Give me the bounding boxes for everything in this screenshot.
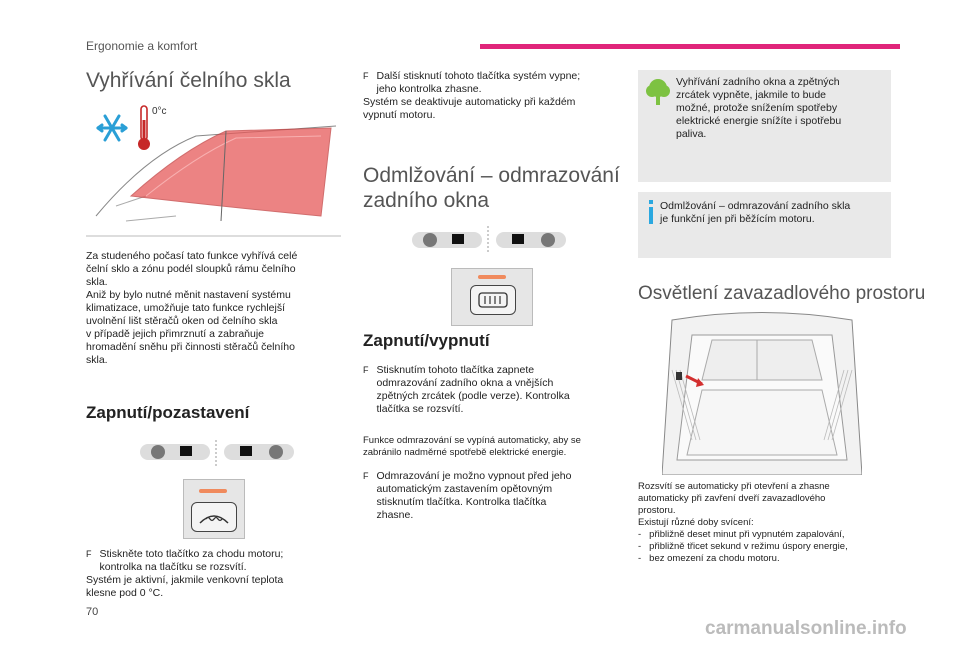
- rear-bullet-2: F Odmrazování je možno vypnout před jeho automatickým zastavením opětovným stisknutím tlačítka. Kontrolka tlačítka zhasne.: [363, 470, 572, 521]
- eco-tree-icon: [646, 78, 670, 106]
- info-icon: [646, 200, 656, 226]
- subtitle-on-off: Zapnutí/vypnutí: [363, 331, 490, 350]
- page-title-boot-light: Osvětlení zavazadlového prostoru: [638, 283, 926, 304]
- eco-note-box: Vyhřívání zadního okna a zpětných zrcátek vypněte, jakmile to bude možné, protože snížením spotřeby elektrické energie snížíte i spotřebu paliva.: [638, 70, 891, 182]
- section-label: Ergonomie a komfort: [86, 39, 198, 53]
- windscreen-off-bullet: F Další stisknutí tohoto tlačítka systém vypne; jeho kontrolka zhasne. Systém se deaktivuje automaticky při každém vypnutí motoru.: [363, 70, 581, 121]
- list-item: - přibližně deset minut při vypnutém zapalování,: [638, 529, 845, 540]
- rear-bullet-1: F Stisknutím tohoto tlačítka zapnete odmrazování zadního okna a vnějších zpětných zrcátek (podle verze). Kontrolka tlačítka se rozsvítí.: [363, 364, 570, 415]
- list-item: - bez omezení za chodu motoru.: [638, 553, 780, 564]
- subtitle-on-pause: Zapnutí/pozastavení: [86, 403, 250, 422]
- button-indicator-light: [478, 275, 506, 279]
- page-title-rear-window: Odmlžování – odmrazování zadního okna: [363, 164, 620, 212]
- boot-light-description: Rozsvítí se automaticky při otevření a zhasne automaticky při zavření dveří zavazadlového prostoru. Existují různé doby svícení: - přibližně deset minut při vypnutém zapalování, - přibližně třicet sekund v režimu úspory energie, - bez omezení za chodu motoru.: [638, 481, 898, 565]
- windscreen-heating-button[interactable]: [183, 479, 245, 539]
- watermark: carmanualsonline.info: [705, 618, 907, 639]
- rear-window-defrost-button[interactable]: [451, 268, 533, 326]
- page-title-windscreen: Vyhřívání čelního skla: [86, 69, 291, 92]
- list-item: - přibližně třicet sekund v režimu úspory energie,: [638, 541, 848, 552]
- rear-button-location-illustration: [412, 226, 572, 254]
- windscreen-heat-icon: [191, 502, 237, 532]
- steering-icon-right: [269, 445, 283, 459]
- page-number: 70: [86, 606, 99, 618]
- accent-bar: [480, 44, 900, 49]
- info-note-box: Odmlžování – odmrazování zadního skla je funkční jen při běžícím motoru.: [638, 192, 891, 258]
- rear-defrost-icon: [470, 285, 516, 315]
- snowflake-icon: [98, 116, 126, 140]
- temp-label: 0°c: [152, 106, 167, 117]
- boot-illustration: [662, 310, 862, 475]
- windscreen-bullet: F Stiskněte toto tlačítko za chodu motoru; kontrolka na tlačítku se rozsvítí. Systém je aktivní, jakmile venkovní teplota klesne pod 0 °C.: [86, 548, 284, 599]
- button-indicator-light: [199, 489, 227, 493]
- windscreen-illustration: [86, 96, 341, 246]
- boot-lamp-icon: [676, 372, 682, 380]
- windscreen-intro: Za studeného počasí tato funkce vyhřívá celé čelní sklo a zónu podél sloupků rámu čelního skla. Aniž by bylo nutné měnit nastavení systému klimatizace, umožňuje tato funkce rychlejší uvolnění lišt stěračů oken od čelního skla v případě jejich přimrznutí a zabraňuje hromadění sněhu při činnosti stěračů čelního skla.: [86, 250, 298, 366]
- rear-auto-off-note: Funkce odmrazování se vypíná automaticky, aby se zabránilo nadměrné spotřebě elektrické energie.: [363, 435, 581, 458]
- thermometer-icon: [138, 106, 150, 150]
- steering-icon-left: [151, 445, 165, 459]
